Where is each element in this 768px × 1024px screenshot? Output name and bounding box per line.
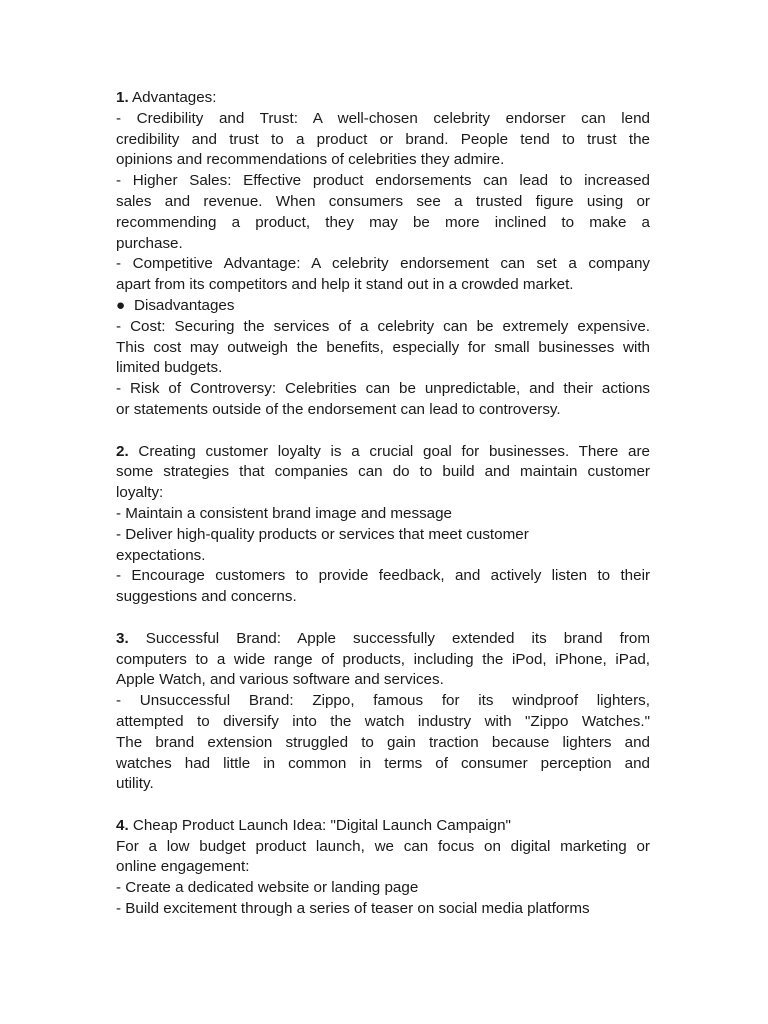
- line-text: - Maintain a consistent brand image and message: [116, 504, 453, 522]
- line-text: opinions and recommendations of celebrities they admire.: [116, 151, 505, 169]
- line-text: computers to a wide range of products, including the iPod, iPhone, iPad,: [116, 650, 650, 668]
- document-page: [116, 88, 650, 920]
- text-line: [116, 899, 650, 920]
- section-1: [116, 88, 650, 421]
- line-text: suggestions and concerns.: [116, 588, 297, 606]
- line-text: - Credibility and Trust: A well-chosen celebrity endorser can lend: [116, 109, 650, 127]
- line-text: - Unsuccessful Brand: Zippo, famous for its windproof lighters,: [116, 692, 650, 710]
- text-line: [116, 712, 650, 733]
- line-text: recommending a product, they may be more inclined to make a: [116, 213, 650, 231]
- text-line: [116, 254, 650, 275]
- text-line: [116, 546, 650, 567]
- section-number: 3.: [116, 629, 129, 647]
- line-text: - Cost: Securing the services of a celebrity can be extremely expensive.: [116, 317, 650, 335]
- line-text: - Create a dedicated website or landing page: [116, 879, 419, 897]
- section-spacer: [116, 421, 650, 442]
- section-spacer: [116, 795, 650, 816]
- text-line: [116, 816, 650, 837]
- line-text: - Encourage customers to provide feedback, and actively listen to their: [116, 567, 650, 585]
- text-line: [116, 213, 650, 234]
- bullet-item: [116, 296, 650, 317]
- text-line: [116, 837, 650, 858]
- text-line: [116, 629, 650, 650]
- line-text: credibility and trust to a product or brand. People tend to trust the: [116, 130, 650, 148]
- line-text: Successful Brand: Apple successfully extended its brand from: [128, 629, 650, 647]
- text-line: [116, 483, 650, 504]
- text-line: [116, 109, 650, 130]
- text-line: [116, 733, 650, 754]
- section-number: 1.: [116, 89, 129, 106]
- line-text: limited budgets.: [116, 359, 223, 377]
- line-text: - Build excitement through a series of teaser on social media platforms: [116, 900, 590, 918]
- text-line: [116, 525, 650, 546]
- text-line: [116, 317, 650, 338]
- line-text: - Deliver high-quality products or services that meet customer: [116, 525, 529, 543]
- line-text: some strategies that companies can do to build and maintain customer: [116, 463, 650, 481]
- line-text: utility.: [116, 775, 154, 793]
- section-spacer: [116, 608, 650, 629]
- text-line: [116, 171, 650, 192]
- text-line: [116, 504, 650, 525]
- text-line: [116, 192, 650, 213]
- line-text: apart from its competitors and help it stand out in a crowded market.: [116, 276, 574, 294]
- text-line: [116, 878, 650, 899]
- text-line: [116, 338, 650, 359]
- section-3: [116, 629, 650, 795]
- text-line: [116, 587, 650, 608]
- text-line: [116, 774, 650, 795]
- line-text: purchase.: [116, 234, 183, 252]
- line-text: Disadvantages: [134, 296, 235, 314]
- text-line: [116, 566, 650, 587]
- section-number: 4.: [116, 816, 129, 834]
- section-number: 2.: [116, 442, 129, 460]
- line-text: For a low budget product launch, we can focus on digital marketing or: [116, 837, 650, 855]
- line-text: - Competitive Advantage: A celebrity endorsement can set a company: [116, 255, 650, 273]
- line-text: Cheap Product Launch Idea: "Digital Launch Campaign": [128, 816, 511, 834]
- line-text: loyalty:: [116, 484, 164, 502]
- text-line: [116, 857, 650, 878]
- line-text: Advantages:: [128, 89, 217, 106]
- line-text: - Risk of Controversy: Celebrities can be unpredictable, and their actions: [116, 380, 650, 398]
- text-line: [116, 130, 650, 151]
- text-line: [116, 234, 650, 255]
- text-line: [116, 691, 650, 712]
- line-text: This cost may outweigh the benefits, especially for small businesses with: [116, 338, 650, 356]
- section-4: [116, 816, 650, 920]
- text-line: [116, 754, 650, 775]
- text-line: [116, 650, 650, 671]
- text-line: [116, 670, 650, 691]
- line-text: The brand extension struggled to gain traction because lighters and: [116, 733, 650, 751]
- text-line: [116, 88, 650, 109]
- line-text: online engagement:: [116, 858, 250, 876]
- line-text: sales and revenue. When consumers see a trusted figure using or: [116, 192, 650, 210]
- line-text: expectations.: [116, 546, 206, 564]
- text-line: [116, 442, 650, 463]
- text-line: [116, 400, 650, 421]
- line-text: Apple Watch, and various software and services.: [116, 671, 444, 689]
- text-line: [116, 462, 650, 483]
- section-2: [116, 442, 650, 608]
- line-text: or statements outside of the endorsement can lead to controversy.: [116, 400, 561, 418]
- bullet-icon: ●: [116, 296, 126, 314]
- text-line: [116, 150, 650, 171]
- text-line: [116, 358, 650, 379]
- text-line: [116, 275, 650, 296]
- line-text: watches had little in common in terms of consumer perception and: [116, 754, 650, 772]
- line-text: attempted to diversify into the watch industry with "Zippo Watches.": [116, 712, 650, 730]
- text-line: [116, 379, 650, 400]
- line-text: - Higher Sales: Effective product endorsements can lead to increased: [116, 172, 650, 190]
- line-text: Creating customer loyalty is a crucial goal for businesses. There are: [128, 442, 650, 460]
